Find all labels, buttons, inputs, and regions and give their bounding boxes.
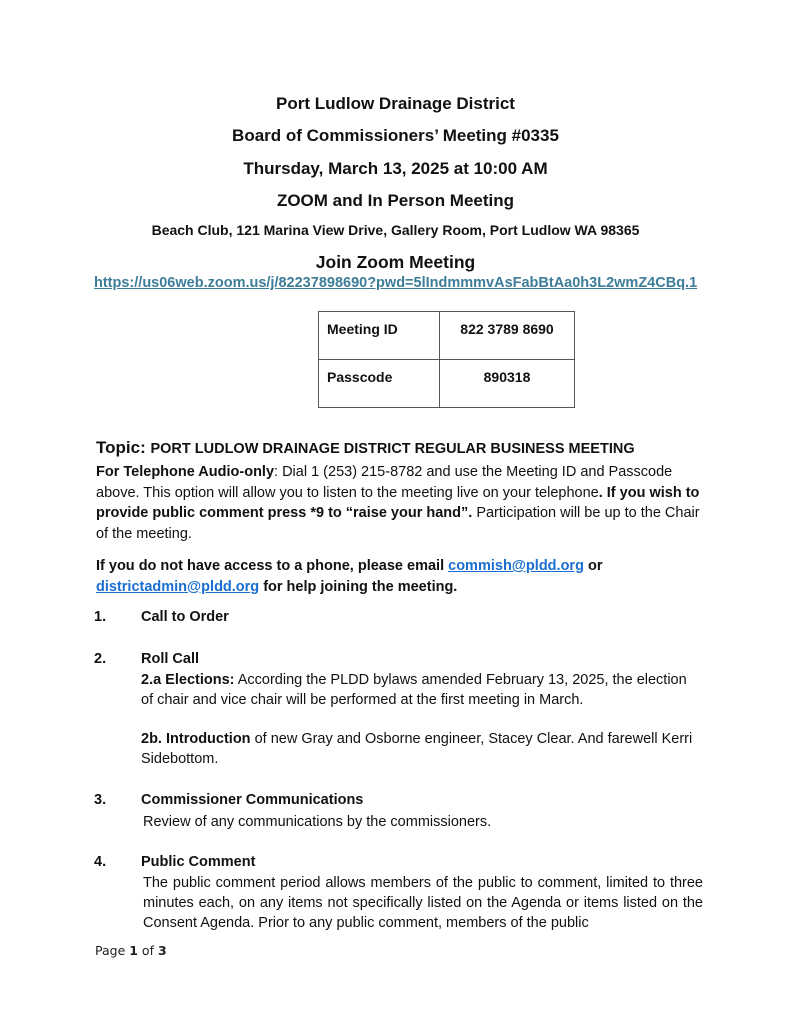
no-phone-help: for help joining the meeting. xyxy=(259,578,458,595)
telephone-label: For Telephone Audio-only xyxy=(96,464,275,480)
agenda-number: 1. xyxy=(94,609,107,625)
telephone-instructions xyxy=(96,462,706,544)
page-current: 1 xyxy=(129,943,138,958)
meeting-id-value: 822 3789 8690 xyxy=(440,312,575,360)
page-of: of xyxy=(137,943,158,958)
subitem-label: 2.a Elections: xyxy=(141,672,235,688)
meeting-datetime: Thursday, March 13, 2025 at 10:00 AM xyxy=(243,159,548,178)
org-title: Port Ludlow Drainage District xyxy=(276,94,515,113)
no-phone-instructions xyxy=(96,556,706,597)
topic-label: Topic: xyxy=(96,438,146,457)
participation-note: Participation will be up to the Chair of the meeting. xyxy=(96,505,700,542)
passcode-label: Passcode xyxy=(319,360,440,408)
email-link-districtadmin[interactable]: districtadmin@pldd.org xyxy=(96,578,260,595)
page-number xyxy=(95,943,167,958)
table-row xyxy=(319,312,575,360)
agenda-title-roll-call: Roll Call xyxy=(141,651,200,667)
meeting-credentials-table xyxy=(318,311,575,408)
agenda-title-commissioner-communications: Commissioner Communications xyxy=(141,792,364,808)
raise-hand-instructions: . If you wish to provide public comment press *9 to “raise your hand”. xyxy=(96,484,700,521)
agenda-title-public-comment: Public Comment xyxy=(141,854,256,870)
agenda-subitem-introduction xyxy=(141,729,701,769)
meeting-id-label: Meeting ID xyxy=(319,312,440,360)
subitem-text: According the PLDD bylaws amended February 13, 2025, the election of chair and vice chair will be performed at the first meeting in March. xyxy=(141,672,687,708)
agenda-number: 4. xyxy=(94,854,107,870)
meeting-format: ZOOM and In Person Meeting xyxy=(276,191,515,210)
agenda-body-public-comment: The public comment period allows members of the public to comment, limited to three minutes each, on any items not specifically listed on the Agenda or items listed on the Consent Agenda. Prior to any public comment, members of the public xyxy=(143,875,703,931)
no-phone-text: If you do not have access to a phone, please email xyxy=(96,558,449,574)
email-link-commish[interactable]: commish@pldd.org xyxy=(448,558,584,574)
passcode-value: 890318 xyxy=(440,360,575,408)
topic-value: PORT LUDLOW DRAINAGE DISTRICT REGULAR BUSINESS MEETING xyxy=(150,441,635,457)
agenda-number: 3. xyxy=(94,792,107,808)
agenda-number: 2. xyxy=(94,651,107,667)
page-prefix: Page xyxy=(95,943,130,958)
zoom-link[interactable]: https://us06web.zoom.us/j/82237898690?pwd=5lIndmmmvAsFabBtAa0h3L2wmZ4CBq.1 xyxy=(94,275,698,291)
page-total: 3 xyxy=(157,943,167,958)
meeting-location: Beach Club, 121 Marina View Drive, Gallery Room, Port Ludlow WA 98365 xyxy=(151,222,640,238)
telephone-text: : Dial 1 (253) 215-8782 and use the Meeting ID and Passcode above. This option will allow you to listen to the meeting live on your telephone xyxy=(96,464,673,501)
no-phone-or: or xyxy=(583,558,603,574)
table-row xyxy=(319,360,575,408)
topic-line xyxy=(96,438,635,458)
zoom-heading: Join Zoom Meeting xyxy=(315,252,476,272)
meeting-title: Board of Commissioners’ Meeting #0335 xyxy=(232,126,559,145)
agenda-body-commissioner-communications: Review of any communications by the commissioners. xyxy=(143,814,492,830)
agenda-subitem-elections xyxy=(141,670,701,710)
agenda-title-call-to-order: Call to Order xyxy=(141,609,229,625)
subitem-label: 2b. Introduction xyxy=(141,731,251,747)
subitem-text: of new Gray and Osborne engineer, Stacey Clear. And farewell Kerri Sidebottom. xyxy=(141,731,693,767)
